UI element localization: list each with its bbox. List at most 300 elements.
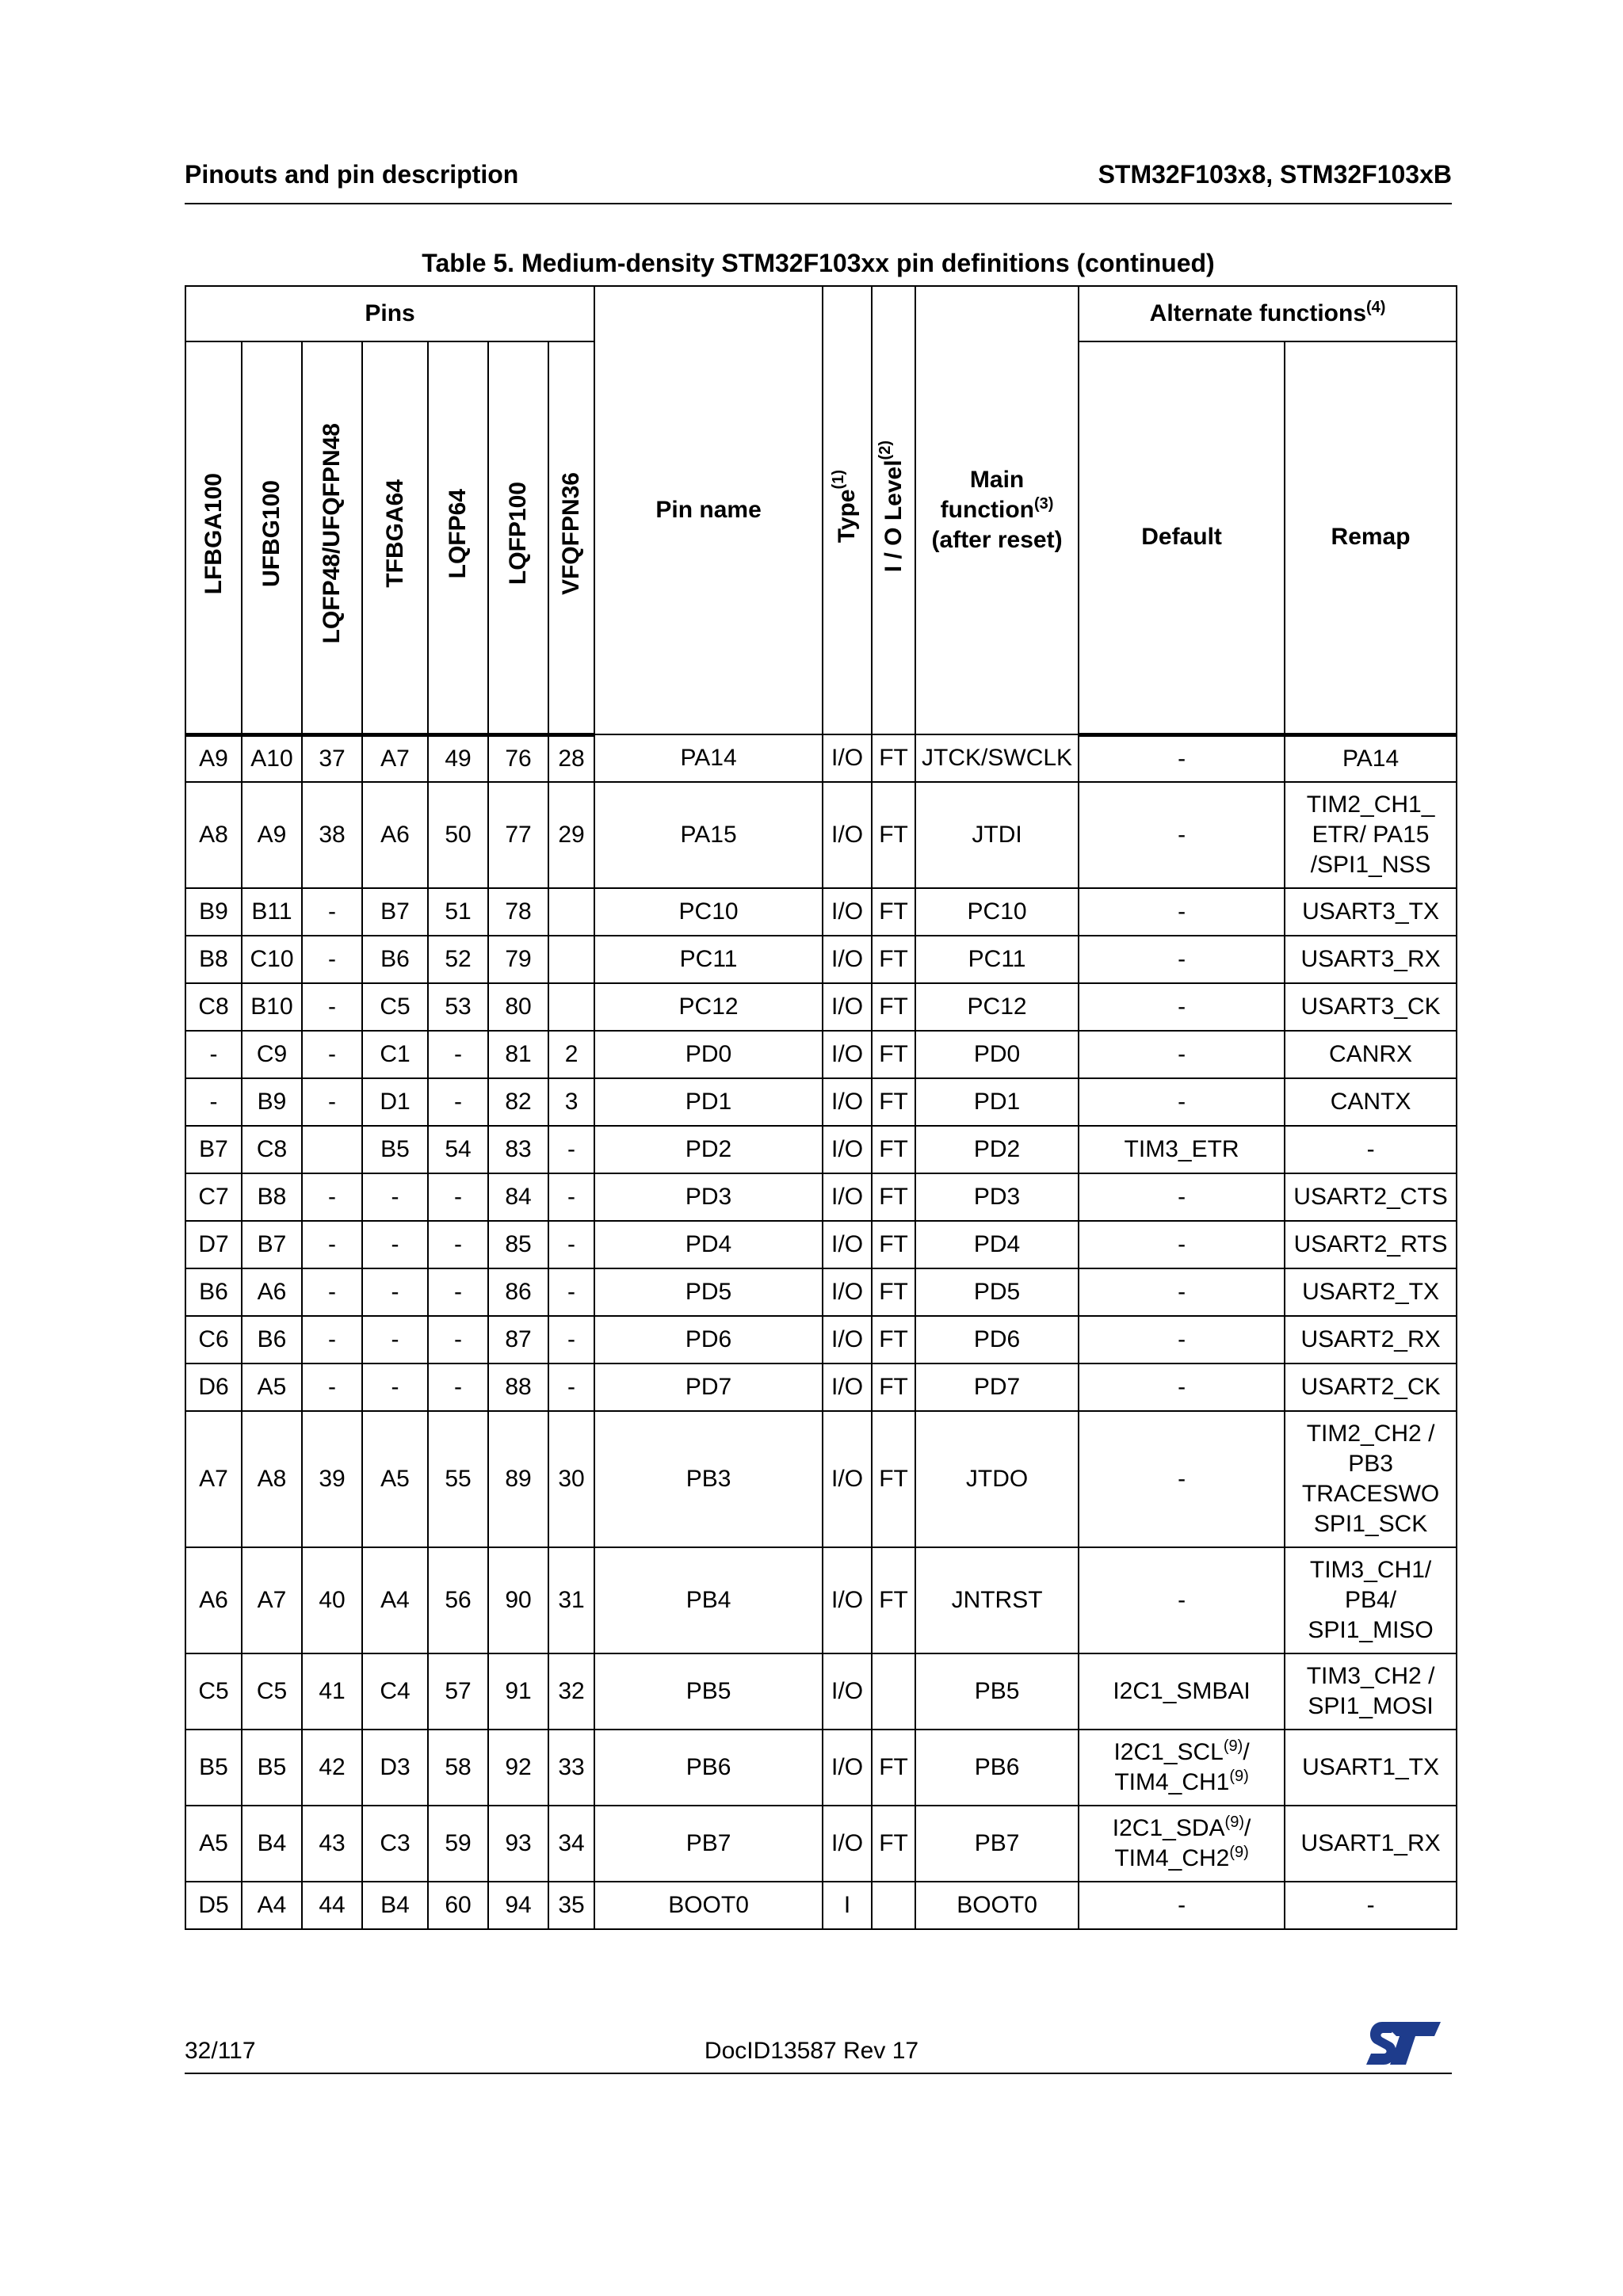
col-header-vfqfpn36 xyxy=(548,341,594,734)
cell-pin-name: PB4 xyxy=(594,1547,823,1653)
cell-default xyxy=(1079,1078,1285,1126)
cell-default xyxy=(1079,1126,1285,1173)
cell-lqfp100: 87 xyxy=(488,1316,548,1363)
cell-io-level: FT xyxy=(872,1078,915,1126)
cell-tfbga64: B4 xyxy=(362,1882,428,1929)
cell-remap xyxy=(1285,1653,1457,1730)
pins-group-header: Pins xyxy=(185,286,594,341)
table-row xyxy=(185,1031,1457,1078)
cell-default xyxy=(1079,1653,1285,1730)
cell-tfbga64: C3 xyxy=(362,1806,428,1882)
default-text: TIM4_CH1 xyxy=(1114,1769,1230,1795)
cell-vfqfpn36: 30 xyxy=(548,1411,594,1547)
default-note: (9) xyxy=(1229,1844,1249,1861)
remap-line: TIM3_CH1/ xyxy=(1309,1557,1432,1583)
cell-lfbga100: D5 xyxy=(185,1882,242,1929)
cell-default xyxy=(1079,888,1285,936)
io-level-header xyxy=(872,286,915,734)
cell-default xyxy=(1079,782,1285,888)
cell-ufbg100: A7 xyxy=(242,1547,302,1653)
remap-line: USART1_RX xyxy=(1300,1830,1441,1856)
cell-main-function: PD3 xyxy=(915,1173,1079,1221)
cell-lqfp64: 55 xyxy=(428,1411,488,1547)
cell-io-level: FT xyxy=(872,1806,915,1882)
cell-pin-name: PD1 xyxy=(594,1078,823,1126)
cell-pin-name: PD5 xyxy=(594,1268,823,1316)
default-text: - xyxy=(1178,1184,1186,1210)
cell-remap xyxy=(1285,936,1457,983)
cell-tfbga64: - xyxy=(362,1363,428,1411)
default-line xyxy=(1079,1464,1284,1494)
cell-pin-name: PB7 xyxy=(594,1806,823,1882)
default-line xyxy=(1079,992,1284,1022)
cell-lfbga100: C6 xyxy=(185,1316,242,1363)
cell-lqfp48: - xyxy=(302,1031,362,1078)
default-text: - xyxy=(1178,1326,1186,1352)
cell-io-level xyxy=(872,1882,915,1929)
cell-type: I/O xyxy=(823,1547,872,1653)
default-text: TIM4_CH2 xyxy=(1114,1845,1230,1871)
cell-default xyxy=(1079,1363,1285,1411)
cell-type: I/O xyxy=(823,1173,872,1221)
cell-lqfp100: 82 xyxy=(488,1078,548,1126)
cell-remap xyxy=(1285,1363,1457,1411)
cell-ufbg100: B9 xyxy=(242,1078,302,1126)
cell-lqfp48: - xyxy=(302,1173,362,1221)
cell-io-level: FT xyxy=(872,1126,915,1173)
table-row xyxy=(185,1316,1457,1363)
default-text: - xyxy=(1178,1279,1186,1305)
cell-vfqfpn36 xyxy=(548,983,594,1031)
table-row xyxy=(185,1078,1457,1126)
cell-tfbga64: - xyxy=(362,1221,428,1268)
cell-main-function: PB5 xyxy=(915,1653,1079,1730)
cell-pin-name: PB5 xyxy=(594,1653,823,1730)
table-row xyxy=(185,1411,1457,1547)
cell-main-function: PD6 xyxy=(915,1316,1079,1363)
cell-tfbga64: A4 xyxy=(362,1547,428,1653)
cell-remap xyxy=(1285,734,1457,782)
cell-lfbga100: B9 xyxy=(185,888,242,936)
cell-ufbg100: C5 xyxy=(242,1653,302,1730)
cell-main-function: PD1 xyxy=(915,1078,1079,1126)
io-level-header-text xyxy=(876,440,908,573)
cell-lqfp64: 49 xyxy=(428,734,488,782)
main-function-header xyxy=(915,286,1079,734)
cell-vfqfpn36: 29 xyxy=(548,782,594,888)
cell-lqfp64: - xyxy=(428,1363,488,1411)
cell-lfbga100: D7 xyxy=(185,1221,242,1268)
cell-vfqfpn36: - xyxy=(548,1363,594,1411)
cell-tfbga64: D1 xyxy=(362,1078,428,1126)
default-text: - xyxy=(1178,1587,1186,1613)
default-text: I2C1_SDA xyxy=(1112,1815,1225,1841)
cell-main-function: JNTRST xyxy=(915,1547,1079,1653)
cell-ufbg100: C10 xyxy=(242,936,302,983)
default-text: - xyxy=(1178,1231,1186,1257)
table-row xyxy=(185,1882,1457,1929)
cell-pin-name: PC10 xyxy=(594,888,823,936)
cell-lqfp48: 38 xyxy=(302,782,362,888)
main-function-header-line3: (after reset) xyxy=(931,527,1063,553)
cell-type: I/O xyxy=(823,1363,872,1411)
col-header-lfbga100-text: LFBGA100 xyxy=(200,472,227,594)
cell-type: I/O xyxy=(823,1268,872,1316)
cell-lqfp48: 44 xyxy=(302,1882,362,1929)
cell-lqfp64: 59 xyxy=(428,1806,488,1882)
cell-lqfp64: - xyxy=(428,1221,488,1268)
cell-default xyxy=(1079,1173,1285,1221)
cell-pin-name: PD6 xyxy=(594,1316,823,1363)
cell-default xyxy=(1079,1316,1285,1363)
cell-lqfp48: - xyxy=(302,1268,362,1316)
cell-remap xyxy=(1285,888,1457,936)
cell-type: I/O xyxy=(823,1730,872,1806)
col-header-tfbga64 xyxy=(362,341,428,734)
cell-lqfp48: - xyxy=(302,983,362,1031)
default-header: Default xyxy=(1079,341,1285,734)
default-line xyxy=(1079,1372,1284,1402)
cell-type: I/O xyxy=(823,1806,872,1882)
cell-lqfp64: - xyxy=(428,1173,488,1221)
default-text: - xyxy=(1178,822,1186,848)
cell-lfbga100: A8 xyxy=(185,782,242,888)
default-text: - xyxy=(1178,946,1186,972)
alternate-functions-note: (4) xyxy=(1366,299,1386,316)
col-header-lqfp100-text: LQFP100 xyxy=(505,482,531,585)
default-line xyxy=(1079,1230,1284,1260)
remap-line: SPI1_MOSI xyxy=(1308,1693,1434,1719)
remap-line: /SPI1_NSS xyxy=(1310,852,1431,878)
cell-lfbga100: B7 xyxy=(185,1126,242,1173)
cell-main-function: PB6 xyxy=(915,1730,1079,1806)
cell-pin-name: PD0 xyxy=(594,1031,823,1078)
cell-main-function: PC11 xyxy=(915,936,1079,983)
alternate-functions-header xyxy=(1079,286,1457,341)
alternate-functions-label: Alternate functions xyxy=(1149,300,1367,326)
cell-pin-name: PA15 xyxy=(594,782,823,888)
cell-lfbga100: - xyxy=(185,1078,242,1126)
cell-ufbg100: B7 xyxy=(242,1221,302,1268)
cell-tfbga64: A5 xyxy=(362,1411,428,1547)
cell-tfbga64: - xyxy=(362,1173,428,1221)
default-text: - xyxy=(1178,1089,1186,1115)
cell-vfqfpn36: 33 xyxy=(548,1730,594,1806)
cell-ufbg100: B6 xyxy=(242,1316,302,1363)
remap-line: USART2_TX xyxy=(1302,1279,1439,1305)
cell-lqfp100: 86 xyxy=(488,1268,548,1316)
cell-io-level: FT xyxy=(872,734,915,782)
cell-io-level: FT xyxy=(872,983,915,1031)
cell-lqfp48 xyxy=(302,1126,362,1173)
cell-default xyxy=(1079,1806,1285,1882)
cell-ufbg100: B8 xyxy=(242,1173,302,1221)
main-function-header-line2 xyxy=(916,495,1078,525)
col-header-lfbga100 xyxy=(185,341,242,734)
cell-lfbga100: D6 xyxy=(185,1363,242,1411)
cell-lfbga100: A6 xyxy=(185,1547,242,1653)
cell-lqfp48: 41 xyxy=(302,1653,362,1730)
cell-lqfp100: 93 xyxy=(488,1806,548,1882)
cell-vfqfpn36: 3 xyxy=(548,1078,594,1126)
cell-lfbga100: C8 xyxy=(185,983,242,1031)
default-line xyxy=(1079,1814,1284,1844)
cell-lqfp100: 88 xyxy=(488,1363,548,1411)
cell-lqfp48: 39 xyxy=(302,1411,362,1547)
cell-lqfp64: - xyxy=(428,1078,488,1126)
table-title: Table 5. Medium-density STM32F103xx pin definitions (continued) xyxy=(422,249,1215,277)
cell-ufbg100: A4 xyxy=(242,1882,302,1929)
default-text: I2C1_SCL xyxy=(1113,1739,1224,1765)
cell-vfqfpn36: - xyxy=(548,1268,594,1316)
pin-rows xyxy=(185,734,1457,1929)
cell-main-function: PD5 xyxy=(915,1268,1079,1316)
remap-line: PB4/ xyxy=(1345,1587,1397,1613)
cell-lqfp64: 58 xyxy=(428,1730,488,1806)
col-header-ufbg100 xyxy=(242,341,302,734)
cell-default xyxy=(1079,983,1285,1031)
default-line xyxy=(1079,1890,1284,1920)
cell-lqfp100: 83 xyxy=(488,1126,548,1173)
col-header-lqfp48 xyxy=(302,341,362,734)
cell-default xyxy=(1079,1221,1285,1268)
default-line xyxy=(1079,820,1284,850)
type-header-label: Type xyxy=(834,489,861,543)
default-line xyxy=(1079,1325,1284,1355)
cell-vfqfpn36: - xyxy=(548,1221,594,1268)
cell-io-level: FT xyxy=(872,1363,915,1411)
cell-type: I/O xyxy=(823,782,872,888)
cell-vfqfpn36 xyxy=(548,936,594,983)
cell-type: I/O xyxy=(823,888,872,936)
cell-lqfp64: 57 xyxy=(428,1653,488,1730)
cell-io-level: FT xyxy=(872,1173,915,1221)
cell-remap xyxy=(1285,1031,1457,1078)
cell-lqfp64: - xyxy=(428,1268,488,1316)
io-level-header-label: I / O Level xyxy=(880,460,907,573)
cell-default xyxy=(1079,1411,1285,1547)
cell-type: I/O xyxy=(823,1316,872,1363)
table-row xyxy=(185,1268,1457,1316)
cell-lqfp64: 54 xyxy=(428,1126,488,1173)
remap-line: SPI1_MISO xyxy=(1308,1617,1434,1643)
remap-line: - xyxy=(1366,1136,1375,1162)
cell-main-function: JTDI xyxy=(915,782,1079,888)
cell-vfqfpn36: 35 xyxy=(548,1882,594,1929)
cell-default xyxy=(1079,1268,1285,1316)
cell-io-level: FT xyxy=(872,1730,915,1806)
type-header xyxy=(823,286,872,734)
footer-divider xyxy=(185,2073,1452,2074)
table-row xyxy=(185,1173,1457,1221)
cell-ufbg100: C8 xyxy=(242,1126,302,1173)
cell-remap xyxy=(1285,782,1457,888)
remap-line: TIM2_CH2 / xyxy=(1306,1421,1435,1447)
cell-tfbga64: - xyxy=(362,1316,428,1363)
cell-tfbga64: B7 xyxy=(362,888,428,936)
remap-line: TIM2_CH1_ xyxy=(1306,791,1435,818)
cell-pin-name: PA14 xyxy=(594,734,823,782)
default-text: TIM3_ETR xyxy=(1124,1136,1239,1162)
default-text: - xyxy=(1178,898,1186,925)
cell-pin-name: PB3 xyxy=(594,1411,823,1547)
cell-type: I/O xyxy=(823,1031,872,1078)
cell-vfqfpn36: 28 xyxy=(548,734,594,782)
cell-pin-name: PB6 xyxy=(594,1730,823,1806)
default-line xyxy=(1079,1676,1284,1707)
cell-tfbga64: B5 xyxy=(362,1126,428,1173)
default-suffix: / xyxy=(1243,1815,1251,1841)
cell-lqfp100: 94 xyxy=(488,1882,548,1929)
cell-vfqfpn36: - xyxy=(548,1126,594,1173)
cell-io-level xyxy=(872,1653,915,1730)
default-line xyxy=(1079,1585,1284,1615)
cell-default xyxy=(1079,936,1285,983)
cell-vfqfpn36: 31 xyxy=(548,1547,594,1653)
cell-type: I/O xyxy=(823,1411,872,1547)
main-function-header-note: (3) xyxy=(1033,495,1054,513)
cell-lfbga100: B8 xyxy=(185,936,242,983)
cell-main-function: PB7 xyxy=(915,1806,1079,1882)
cell-vfqfpn36 xyxy=(548,888,594,936)
remap-line: PB3 xyxy=(1348,1451,1393,1477)
cell-lqfp64: - xyxy=(428,1316,488,1363)
col-header-lqfp48-text: LQFP48/UFQFPN48 xyxy=(319,423,345,644)
type-header-text xyxy=(830,469,861,543)
cell-io-level: FT xyxy=(872,936,915,983)
cell-type: I xyxy=(823,1882,872,1929)
cell-lqfp64: - xyxy=(428,1031,488,1078)
cell-type: I/O xyxy=(823,1221,872,1268)
cell-lqfp100: 90 xyxy=(488,1547,548,1653)
header-product-name: STM32F103x8, STM32F103xB xyxy=(1098,160,1452,189)
remap-line: CANTX xyxy=(1330,1089,1411,1115)
cell-lqfp48: 42 xyxy=(302,1730,362,1806)
remap-line: USART2_CK xyxy=(1300,1374,1441,1400)
cell-type: I/O xyxy=(823,983,872,1031)
cell-main-function: JTCK/SWCLK xyxy=(915,734,1079,782)
cell-vfqfpn36: 34 xyxy=(548,1806,594,1882)
cell-remap xyxy=(1285,1126,1457,1173)
cell-remap xyxy=(1285,1078,1457,1126)
remap-line: SPI1_SCK xyxy=(1313,1511,1428,1537)
cell-lqfp100: 77 xyxy=(488,782,548,888)
cell-io-level: FT xyxy=(872,1031,915,1078)
pin-name-header-text: Pin name xyxy=(655,497,762,523)
cell-lfbga100: A7 xyxy=(185,1411,242,1547)
cell-tfbga64: A6 xyxy=(362,782,428,888)
cell-pin-name: PC12 xyxy=(594,983,823,1031)
default-text: - xyxy=(1178,1374,1186,1400)
cell-pin-name: PD2 xyxy=(594,1126,823,1173)
cell-lqfp100: 92 xyxy=(488,1730,548,1806)
cell-remap xyxy=(1285,1547,1457,1653)
cell-lqfp100: 79 xyxy=(488,936,548,983)
cell-default xyxy=(1079,734,1285,782)
cell-remap xyxy=(1285,1316,1457,1363)
remap-line: PA14 xyxy=(1342,745,1400,772)
table-row xyxy=(185,1221,1457,1268)
cell-remap xyxy=(1285,1411,1457,1547)
cell-lqfp100: 80 xyxy=(488,983,548,1031)
remap-line: USART2_CTS xyxy=(1293,1184,1448,1210)
cell-remap xyxy=(1285,1882,1457,1929)
cell-pin-name: BOOT0 xyxy=(594,1882,823,1929)
cell-tfbga64: A7 xyxy=(362,734,428,782)
cell-tfbga64: D3 xyxy=(362,1730,428,1806)
default-text: - xyxy=(1178,1892,1186,1918)
default-text: - xyxy=(1178,1466,1186,1492)
table-row xyxy=(185,936,1457,983)
cell-ufbg100: A9 xyxy=(242,782,302,888)
cell-ufbg100: A5 xyxy=(242,1363,302,1411)
remap-line: ETR/ PA15 xyxy=(1312,822,1430,848)
cell-lqfp100: 89 xyxy=(488,1411,548,1547)
col-header-tfbga64-text: TFBGA64 xyxy=(381,479,408,588)
remap-line: USART3_RX xyxy=(1300,946,1441,972)
cell-remap xyxy=(1285,983,1457,1031)
cell-lqfp48: - xyxy=(302,936,362,983)
table-row xyxy=(185,1547,1457,1653)
cell-lfbga100: B6 xyxy=(185,1268,242,1316)
remap-line: USART2_RTS xyxy=(1293,1231,1448,1257)
cell-vfqfpn36: - xyxy=(548,1173,594,1221)
cell-lqfp100: 81 xyxy=(488,1031,548,1078)
pin-name-header xyxy=(594,286,823,734)
cell-ufbg100: B5 xyxy=(242,1730,302,1806)
cell-ufbg100: A6 xyxy=(242,1268,302,1316)
io-level-header-note: (2) xyxy=(876,440,894,460)
cell-lqfp64: 56 xyxy=(428,1547,488,1653)
default-note: (9) xyxy=(1223,1737,1243,1755)
col-header-lqfp100 xyxy=(488,341,548,734)
cell-default xyxy=(1079,1031,1285,1078)
cell-main-function: JTDO xyxy=(915,1411,1079,1547)
table-row xyxy=(185,1730,1457,1806)
table-row xyxy=(185,734,1457,782)
remap-line: CANRX xyxy=(1329,1041,1413,1067)
default-text: I2C1_SMBAI xyxy=(1113,1678,1251,1704)
cell-lqfp100: 91 xyxy=(488,1653,548,1730)
cell-lqfp48: - xyxy=(302,888,362,936)
cell-tfbga64: C4 xyxy=(362,1653,428,1730)
remap-line: USART3_TX xyxy=(1302,898,1439,925)
cell-remap xyxy=(1285,1806,1457,1882)
cell-lqfp100: 84 xyxy=(488,1173,548,1221)
remap-line: USART1_TX xyxy=(1302,1754,1439,1780)
cell-lqfp64: 50 xyxy=(428,782,488,888)
cell-lqfp48: 40 xyxy=(302,1547,362,1653)
cell-lqfp100: 76 xyxy=(488,734,548,782)
cell-tfbga64: C1 xyxy=(362,1031,428,1078)
cell-main-function: PD4 xyxy=(915,1221,1079,1268)
cell-type: I/O xyxy=(823,734,872,782)
default-note: (9) xyxy=(1229,1768,1249,1785)
cell-main-function: PD2 xyxy=(915,1126,1079,1173)
default-line xyxy=(1079,944,1284,974)
remap-header: Remap xyxy=(1285,341,1457,734)
st-logo-icon xyxy=(1365,2019,1442,2068)
cell-io-level: FT xyxy=(872,1316,915,1363)
cell-pin-name: PD7 xyxy=(594,1363,823,1411)
cell-pin-name: PD3 xyxy=(594,1173,823,1221)
cell-io-level: FT xyxy=(872,888,915,936)
cell-lqfp64: 51 xyxy=(428,888,488,936)
table-row xyxy=(185,1653,1457,1730)
cell-vfqfpn36: 2 xyxy=(548,1031,594,1078)
cell-default xyxy=(1079,1730,1285,1806)
col-header-vfqfpn36-text: VFQFPN36 xyxy=(558,471,585,595)
